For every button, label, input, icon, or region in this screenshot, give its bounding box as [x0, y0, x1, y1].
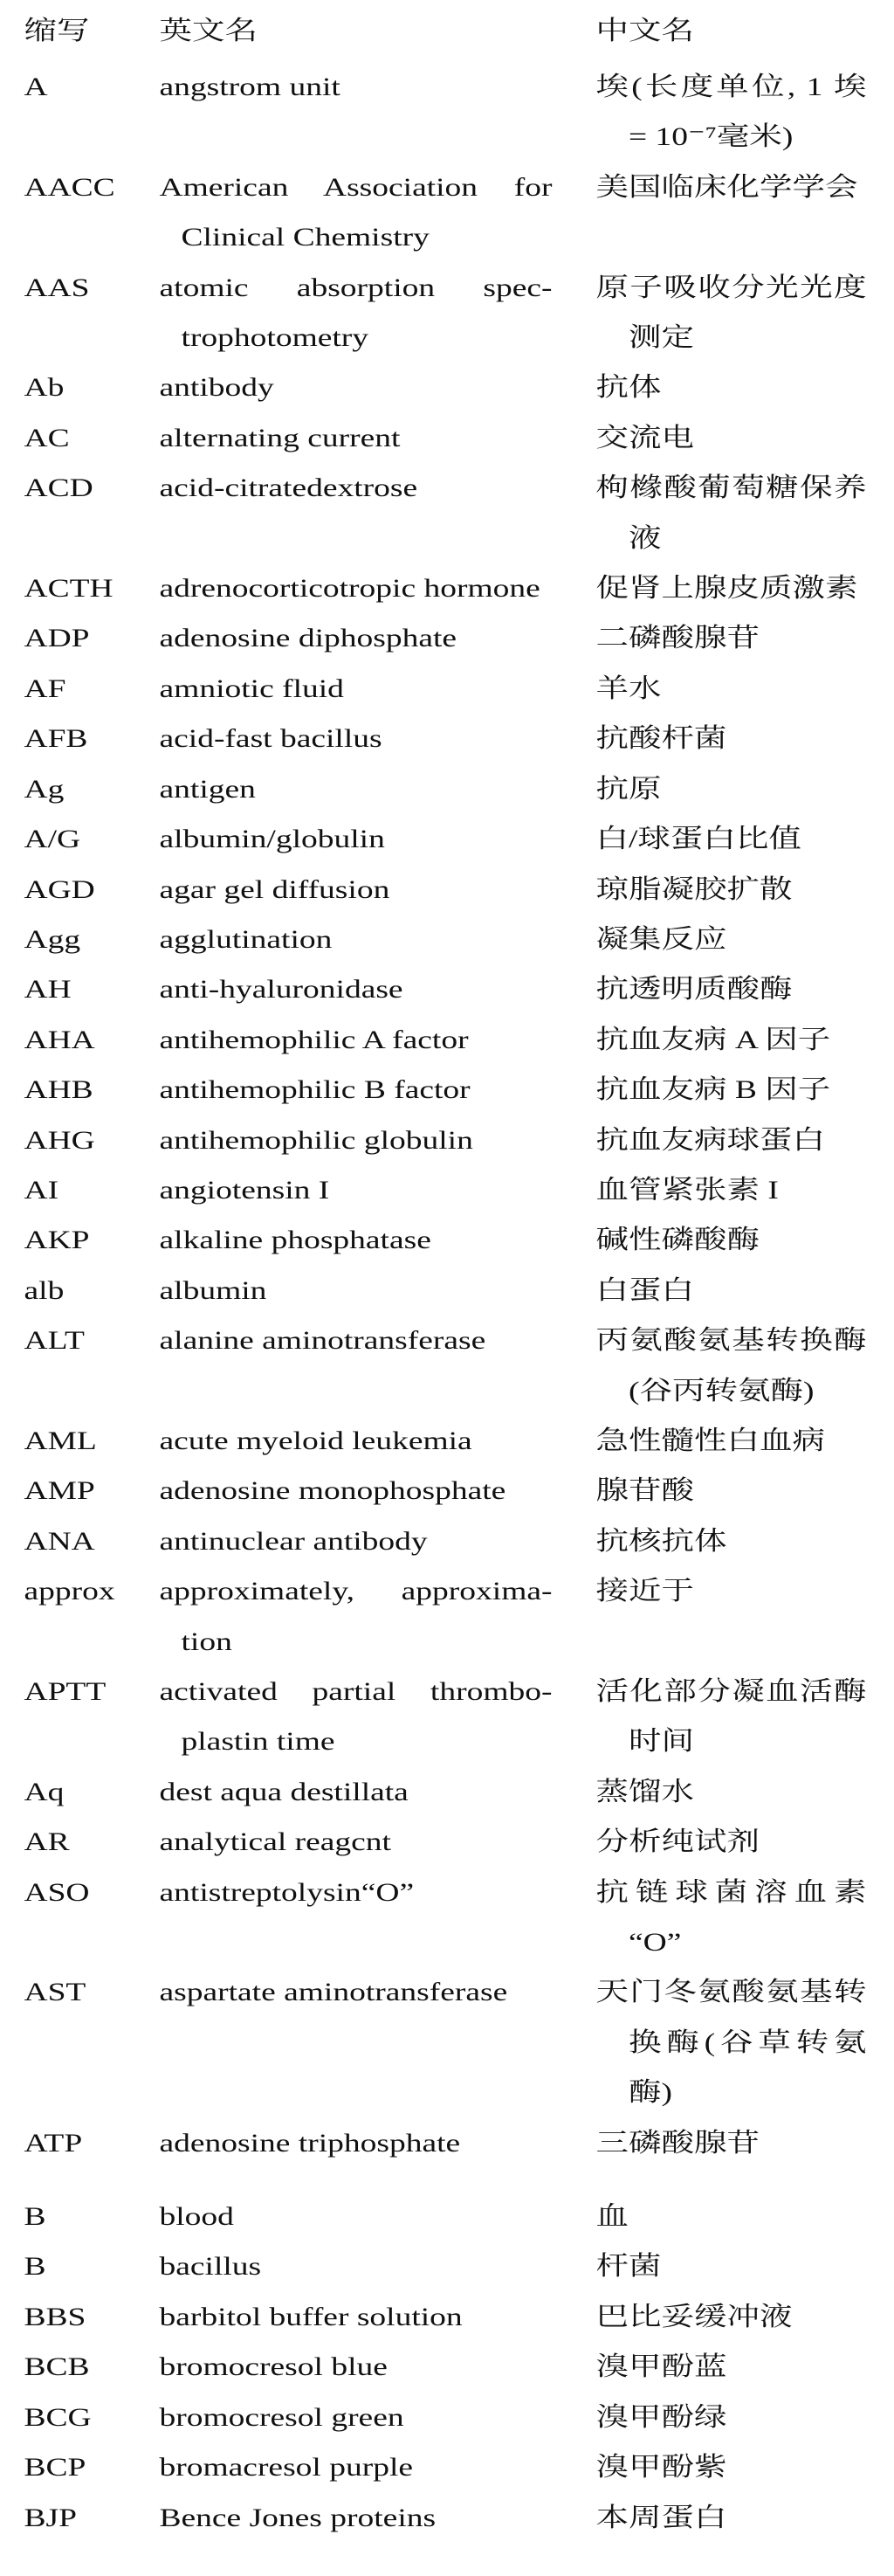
english-name [160, 1416, 553, 1466]
abbreviation: A/G [24, 825, 81, 854]
table-row [0, 1316, 894, 1416]
english-name-line: antistreptolysin“O” [159, 1877, 415, 1907]
chinese-name [596, 1416, 867, 1466]
chinese-name [596, 1266, 867, 1316]
english-name-line: adenosine triphosphate [159, 2128, 461, 2158]
abbreviation: Agg [24, 924, 81, 954]
chinese-name [596, 865, 867, 915]
english-name [160, 1316, 553, 1416]
abbreviation: AFB [24, 724, 88, 754]
chinese-name-line: 液 [629, 523, 662, 553]
chinese-name-line: 白蛋白 [595, 1275, 694, 1305]
chinese-name [596, 915, 867, 964]
abbreviation: approx [24, 1577, 115, 1606]
table-row [0, 764, 894, 814]
chinese-name-line: 美国临床化学学会 [595, 172, 858, 202]
abbreviation: AHB [24, 1075, 93, 1105]
chinese-name-line: 原子吸收分光光度 [595, 273, 867, 302]
chinese-name [596, 1065, 867, 1115]
chinese-name-line: 分析纯试剂 [595, 1827, 760, 1857]
table-row [0, 2493, 894, 2543]
english-name-line: acid-fast bacillus [159, 724, 382, 754]
table-row [0, 1967, 894, 2117]
english-name-line: bromacresol purple [159, 2453, 414, 2483]
english-name [160, 764, 553, 814]
chinese-name [596, 764, 867, 814]
table-row [0, 62, 894, 162]
english-name [160, 1516, 553, 1566]
table-row [0, 363, 894, 412]
table-row [0, 915, 894, 964]
abbreviation: BBS [24, 2302, 86, 2331]
chinese-name [596, 2442, 867, 2492]
chinese-name-line: 血管紧张素 I [595, 1175, 779, 1205]
table-row [0, 2342, 894, 2392]
chinese-name [596, 1165, 867, 1215]
table-row [0, 2292, 894, 2342]
english-name [160, 1115, 553, 1165]
english-name-line: adenosine diphosphate [159, 624, 457, 653]
table-row [0, 1115, 894, 1165]
chinese-name-line: (谷丙转氨酶) [629, 1376, 815, 1405]
chinese-name-line: 时间 [629, 1727, 694, 1757]
english-name [160, 714, 553, 763]
english-name [160, 915, 553, 964]
table-row [0, 1165, 894, 1215]
english-name [160, 1767, 553, 1817]
chinese-name [596, 1316, 867, 1416]
table-row [0, 1065, 894, 1115]
chinese-name-line: = 10⁻⁷毫米) [629, 122, 794, 152]
english-name [160, 964, 553, 1014]
abbreviation: AST [24, 1978, 86, 2007]
chinese-name-line: 交流电 [595, 423, 694, 452]
table-row [0, 1516, 894, 1566]
chinese-name-line: 抗透明质酸酶 [595, 975, 793, 1005]
chinese-name-line: 抗核抗体 [595, 1526, 727, 1556]
chinese-name [596, 1967, 867, 2117]
chinese-name-line: 血 [595, 2202, 629, 2232]
chinese-name-line: 碱性磷酸酶 [595, 1226, 760, 1255]
english-name-line: barbitol buffer solution [159, 2302, 463, 2331]
chinese-name [596, 814, 867, 864]
english-name-line: bromocresol blue [159, 2352, 388, 2382]
abbreviation: ANA [24, 1526, 95, 1556]
abbreviation: ASO [24, 1877, 90, 1907]
english-name-line: albumin/globulin [159, 825, 385, 854]
english-name-line: agar gel diffusion [159, 874, 390, 904]
english-name-line: alkaline phosphatase [159, 1226, 431, 1255]
english-name-line: antihemophilic A factor [159, 1025, 469, 1054]
chinese-name-line: 琼脂凝胶扩散 [595, 874, 793, 904]
english-name-line: atomic absorption spec- [159, 273, 553, 302]
table-row [0, 563, 894, 613]
table-row [0, 1266, 894, 1316]
glossary-section [0, 62, 894, 2168]
chinese-name [596, 2241, 867, 2291]
english-name-line: dest aqua destillata [159, 1777, 409, 1806]
table-row [0, 2192, 894, 2241]
english-name [160, 2393, 553, 2442]
abbreviation: AI [24, 1175, 59, 1205]
english-name [160, 664, 553, 714]
abbreviation: Ag [24, 774, 65, 804]
english-name-line: antihemophilic globulin [159, 1125, 473, 1155]
header-abbreviation: 缩写 [24, 17, 90, 45]
chinese-name-line: 杆菌 [595, 2252, 662, 2282]
chinese-name-line: 枸橼酸葡萄糖保养 [595, 473, 867, 503]
table-row [0, 2393, 894, 2442]
abbreviation: AMP [24, 1476, 95, 1506]
glossary-body [0, 62, 894, 2543]
abbreviation: AH [24, 975, 72, 1005]
chinese-name-line: 活化部分凝血活酶 [595, 1677, 867, 1706]
chinese-name [596, 563, 867, 613]
chinese-name [596, 1516, 867, 1566]
english-name-line: angiotensin I [159, 1175, 330, 1205]
english-name-line: alternating current [159, 423, 401, 452]
abbreviation: A [24, 73, 48, 101]
english-name-line: adenosine monophosphate [159, 1476, 506, 1506]
chinese-name-line: 凝集反应 [595, 924, 727, 954]
chinese-name-line: 抗原 [595, 774, 662, 804]
abbreviation: alb [24, 1275, 65, 1305]
table-header [0, 6, 894, 56]
table-row [0, 263, 894, 363]
english-name-line: antibody [159, 373, 274, 403]
chinese-name [596, 2493, 867, 2543]
english-name [160, 1466, 553, 1516]
english-name [160, 2241, 553, 2291]
chinese-name [596, 1767, 867, 1817]
english-name-line: acute myeloid leukemia [159, 1426, 472, 1455]
english-name-line: trophotometry [181, 323, 369, 353]
chinese-name [596, 263, 867, 363]
english-name-line: approximately, approxima- [159, 1577, 553, 1606]
chinese-name [596, 1566, 867, 1667]
english-name [160, 2192, 553, 2241]
chinese-name [596, 2342, 867, 2392]
chinese-name-line: 三磷酸腺苷 [595, 2128, 760, 2158]
english-name-line: acid-citratedextrose [159, 473, 418, 503]
chinese-name-line: 溴甲酚绿 [595, 2402, 727, 2432]
chinese-name [596, 162, 867, 263]
chinese-name-line: 溴甲酚蓝 [595, 2352, 727, 2382]
english-name [160, 2493, 553, 2543]
chinese-name [596, 714, 867, 763]
chinese-name-line: 接近于 [595, 1577, 694, 1606]
chinese-name [596, 2192, 867, 2241]
table-row [0, 964, 894, 1014]
english-name [160, 1817, 553, 1867]
chinese-name-line: 二磷酸腺苷 [595, 624, 760, 653]
english-name [160, 2342, 553, 2392]
abbreviation: BCG [24, 2402, 92, 2432]
chinese-name [596, 964, 867, 1014]
english-name [160, 2292, 553, 2342]
abbreviation: AC [24, 423, 70, 452]
english-name-line: American Association for [159, 172, 553, 202]
chinese-name-line: 埃(长度单位, 1 埃 [595, 73, 867, 101]
chinese-name [596, 363, 867, 412]
abbreviation: AGD [24, 874, 95, 904]
chinese-name-line: 天门冬氨酸氨基转 [595, 1978, 867, 2007]
chinese-name-line: 溴甲酚紫 [595, 2453, 727, 2483]
glossary-section [0, 2192, 894, 2543]
abbreviation: AHA [24, 1025, 95, 1054]
table-row [0, 2442, 894, 2492]
abbreviation: AKP [24, 1226, 90, 1255]
english-name-line: amniotic fluid [159, 673, 344, 703]
chinese-name-line: 白/球蛋白比值 [595, 825, 801, 854]
chinese-name-line: 抗链球菌溶血素 [595, 1877, 867, 1907]
table-row [0, 413, 894, 463]
chinese-name-line: 本周蛋白 [595, 2503, 727, 2532]
chinese-name-line: 促肾上腺皮质激素 [595, 574, 858, 604]
abbreviation: ACD [24, 473, 93, 503]
chinese-name-line: 急性髓性白血病 [595, 1426, 825, 1455]
english-name-line: Clinical Chemistry [181, 223, 430, 252]
english-name-line: alanine aminotransferase [159, 1326, 486, 1356]
abbreviation: BJP [24, 2503, 77, 2532]
table-row [0, 1667, 894, 1767]
chinese-name [596, 1015, 867, 1065]
abbreviation: ALT [24, 1326, 85, 1356]
english-name-line: plastin time [181, 1727, 335, 1757]
chinese-name-line: 抗酸杆菌 [595, 724, 727, 754]
english-name [160, 1266, 553, 1316]
table-row [0, 1015, 894, 1065]
english-name-line: albumin [159, 1275, 267, 1305]
english-name-line: antinuclear antibody [159, 1526, 428, 1556]
header-chinese-name: 中文名 [595, 17, 694, 45]
chinese-name [596, 463, 867, 563]
english-name [160, 1015, 553, 1065]
table-row [0, 664, 894, 714]
english-name-line: adrenocorticotropic hormone [159, 574, 540, 604]
english-name [160, 363, 553, 412]
english-name [160, 2118, 553, 2168]
chinese-name-line: 抗体 [595, 373, 662, 403]
chinese-name-line: “O” [629, 1928, 682, 1958]
english-name-line: antigen [159, 774, 256, 804]
english-name [160, 463, 553, 563]
english-name-line: activated partial thrombo- [159, 1677, 553, 1706]
chinese-name [596, 2393, 867, 2442]
chinese-name [596, 613, 867, 663]
english-name [160, 865, 553, 915]
abbreviation: ADP [24, 624, 90, 653]
table-row [0, 2118, 894, 2168]
english-name-line: angstrom unit [159, 73, 340, 101]
table-row [0, 463, 894, 563]
table-row [0, 814, 894, 864]
abbreviation: AF [24, 673, 66, 703]
chinese-name [596, 1667, 867, 1767]
english-name [160, 1566, 553, 1667]
table-row [0, 1767, 894, 1817]
table-row [0, 1817, 894, 1867]
english-name [160, 2442, 553, 2492]
chinese-name-line: 抗血友病 A 因子 [595, 1025, 831, 1054]
chinese-name [596, 1466, 867, 1516]
abbreviation: Ab [24, 373, 65, 403]
english-name-line: analytical reagcnt [159, 1827, 391, 1857]
chinese-name-line: 羊水 [595, 673, 662, 703]
chinese-name-line: 酶) [629, 2078, 672, 2108]
english-name [160, 62, 553, 162]
abbreviation: AHG [24, 1125, 95, 1155]
english-name-line: blood [159, 2202, 234, 2232]
chinese-name [596, 2118, 867, 2168]
table-row [0, 613, 894, 663]
english-name [160, 814, 553, 864]
chinese-name [596, 1215, 867, 1265]
table-row [0, 2241, 894, 2291]
abbreviation: B [24, 2252, 46, 2282]
english-name-line: Bence Jones proteins [159, 2503, 437, 2532]
english-name [160, 1065, 553, 1115]
header-english-name: 英文名 [159, 17, 258, 45]
abbreviation: Aq [24, 1777, 65, 1806]
table-row [0, 714, 894, 763]
english-name [160, 1165, 553, 1215]
english-name [160, 1667, 553, 1767]
english-name [160, 1868, 553, 1968]
english-name [160, 1967, 553, 2117]
english-name [160, 413, 553, 463]
table-row [0, 865, 894, 915]
abbreviation: AAS [24, 273, 90, 302]
english-name [160, 162, 553, 263]
chinese-name [596, 664, 867, 714]
chinese-name [596, 413, 867, 463]
abbreviation: AML [24, 1426, 97, 1455]
abbreviation: BCP [24, 2453, 86, 2483]
chinese-name-line: 腺苷酸 [595, 1476, 694, 1506]
english-name [160, 563, 553, 613]
abbreviation: ATP [24, 2128, 83, 2158]
chinese-name-line: 测定 [629, 323, 694, 353]
table-row [0, 162, 894, 263]
abbreviation: ACTH [24, 574, 113, 604]
english-name [160, 1215, 553, 1265]
english-name-line: antihemophilic B factor [159, 1075, 471, 1105]
chinese-name-line: 抗血友病 B 因子 [595, 1075, 831, 1105]
english-name-line: anti-hyaluronidase [159, 975, 403, 1005]
chinese-name [596, 2292, 867, 2342]
english-name-line: agglutination [159, 924, 333, 954]
abbreviation: APTT [24, 1677, 107, 1706]
abbreviation: BCB [24, 2352, 90, 2382]
table-row [0, 1566, 894, 1667]
table-row [0, 1868, 894, 1968]
table-row [0, 1466, 894, 1516]
english-name-line: bromocresol green [159, 2402, 404, 2432]
english-name [160, 263, 553, 363]
abbreviation: AACC [24, 172, 115, 202]
english-name-line: bacillus [159, 2252, 262, 2282]
chinese-name-line: 巴比妥缓冲液 [595, 2302, 793, 2331]
english-name-line: aspartate aminotransferase [159, 1978, 508, 2007]
chinese-name [596, 1868, 867, 1968]
chinese-name [596, 1817, 867, 1867]
table-row [0, 1215, 894, 1265]
abbreviation: B [24, 2202, 46, 2232]
chinese-name [596, 1115, 867, 1165]
chinese-name-line: 丙氨酸氨基转换酶 [595, 1326, 867, 1356]
chinese-name-line: 蒸馏水 [595, 1777, 694, 1806]
english-name-line: tion [181, 1626, 232, 1656]
table-row [0, 1416, 894, 1466]
abbreviation: AR [24, 1827, 70, 1857]
chinese-name-line: 换酶(谷草转氨 [629, 2027, 867, 2057]
english-name [160, 613, 553, 663]
chinese-name [596, 62, 867, 162]
chinese-name-line: 抗血友病球蛋白 [595, 1125, 825, 1155]
